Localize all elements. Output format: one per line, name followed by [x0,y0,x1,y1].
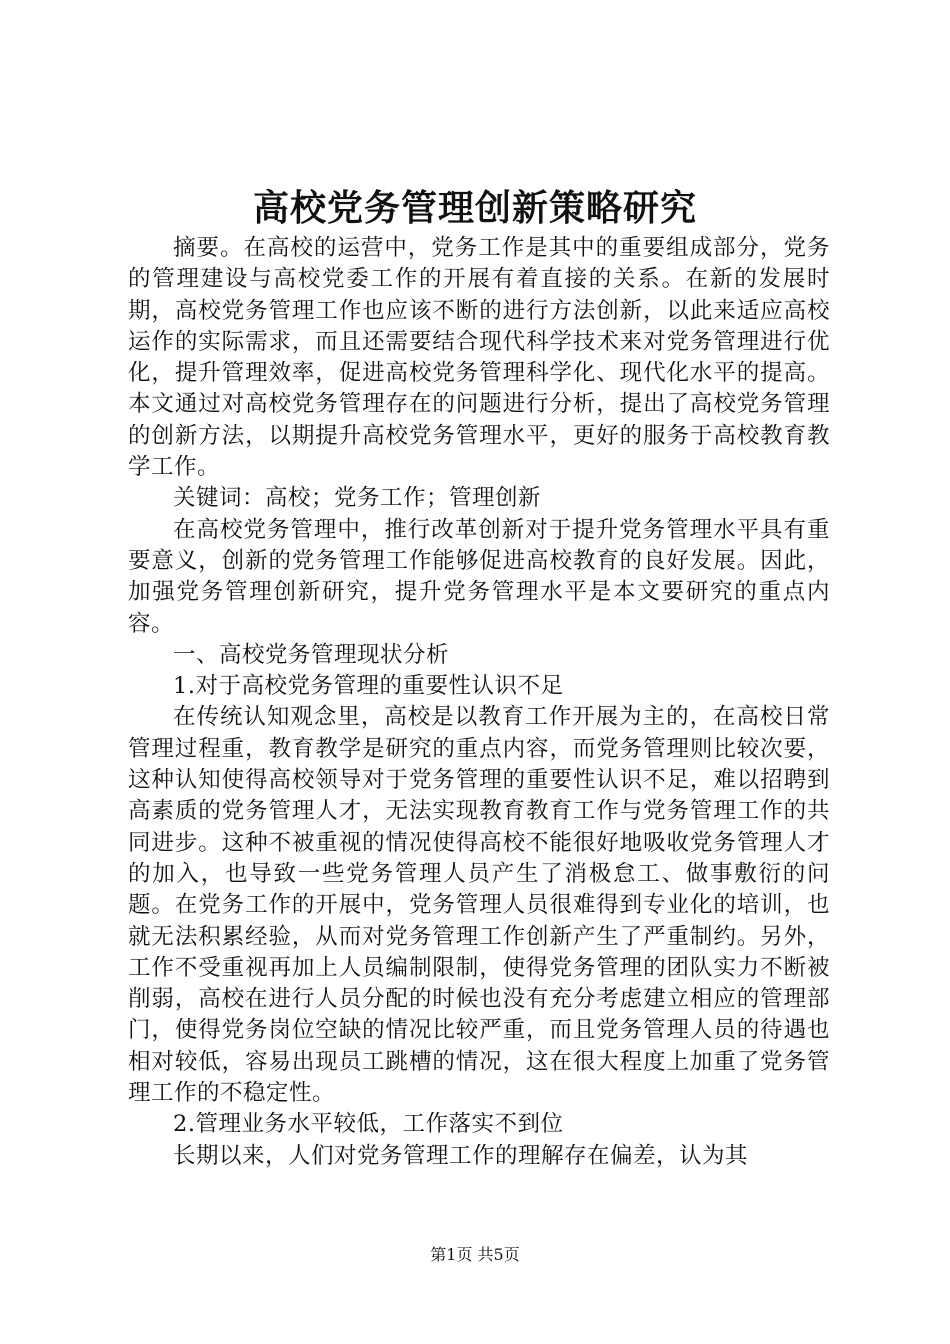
body-paragraph: 在传统认知观念里，高校是以教育工作开展为主的，在高校日常管理过程重，教育教学是研究的重点内容，而党务管理则比较次要，这种认知使得高校领导对于党务管理的重要性认识不足，难以招聘到高素质的党务管理人才，无法实现教育教育工作与党务管理工作的共同进步。这种不被重视的情况使得高校不能很好地吸收党务管理人才的加入，也导致一些党务管理人员产生了消极怠工、做事敷衍的问题。在党务工作的开展中，党务管理人员很难得到专业化的培训，也就无法积累经验，从而对党务管理工作创新产生了严重制约。另外，工作不受重视再加上人员编制限制，使得党务管理的团队实力不断被削弱，高校在进行人员分配的时候也没有充分考虑建立相应的管理部门，使得党务岗位空缺的情况比较严重，而且党务管理人员的待遇也相对较低，容易出现员工跳槽的情况，这在很大程度上加重了党务管理工作的不稳定性。 [128,704,830,1107]
document-title: 高校党务管理创新策略研究 [252,187,697,229]
document-body [128,233,830,1172]
body-paragraph: 长期以来，人们对党务管理工作的理解存在偏差，认为其 [173,1142,749,1169]
subsection-heading: 2.管理业务水平较低，工作落实不到位 [173,1111,564,1138]
page-footer: 第1页 共5页 [430,1245,520,1264]
abstract-paragraph: 摘要。在高校的运营中，党务工作是其中的重要组成部分，党务的管理建设与高校党委工作的开展有着直接的关系。在新的发展时期，高校党务管理工作也应该不断的进行方法创新，以此来适应高校运作的实际需求，而且还需要结合现代科学技术来对党务管理进行优化，提升管理效率，促进高校党务管理科学化、现代化水平的提高。本文通过对高校党务管理存在的问题进行分析，提出了高校党务管理的创新方法，以期提升高校党务管理水平，更好的服务于高校教育教学工作。 [128,235,830,481]
subsection-heading: 1.对于高校党务管理的重要性认识不足 [173,673,564,700]
keywords-paragraph: 关键词：高校；党务工作；管理创新 [173,485,542,512]
intro-paragraph: 在高校党务管理中，推行改革创新对于提升党务管理水平具有重要意义，创新的党务管理工作能够促进高校教育的良好发展。因此，加强党务管理创新研究，提升党务管理水平是本文要研究的重点内容。 [128,516,830,637]
section-heading: 一、高校党务管理现状分析 [173,641,450,668]
